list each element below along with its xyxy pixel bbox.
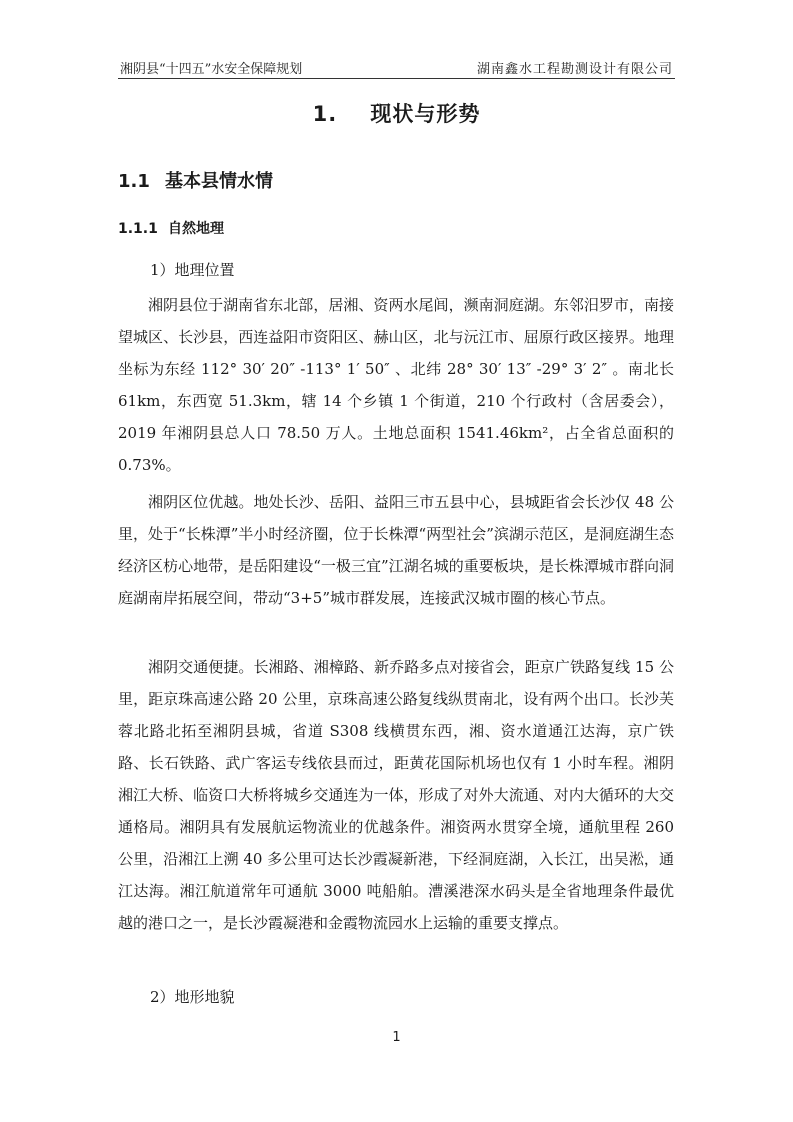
page-header [118, 56, 675, 79]
header-document-title: 湘阴县“十四五”水安全保障规划 [120, 62, 303, 77]
item-label-location: 1）地理位置 [150, 261, 235, 279]
header-company-name: 湖南鑫水工程勘测设计有限公司 [476, 62, 673, 77]
chapter-title: 现状与形势 [370, 102, 481, 126]
subsection-heading [118, 218, 224, 238]
item-label-terrain: 2）地形地貌 [150, 988, 235, 1006]
section-title: 基本县情水情 [165, 171, 273, 192]
chapter-number: 1. [312, 102, 338, 126]
section-heading [118, 167, 273, 193]
subsection-title: 自然地理 [168, 221, 224, 237]
paragraph-transport: 湘阴交通便捷。长湘路、湘樟路、新乔路多点对接省会，距京广铁路复线 15 公里，距京珠高速公路 20 公里，京珠高速公路复线纵贯南北，设有两个出口。长沙芙蓉北路北拓至湘阴县城，省道 S308 线横贯东西，湘、资水道通江达海，京广铁路、长石铁路、武广客运专线依县而过，距黄花国际机场也仅有 1 小时车程。湘阴湘江大桥、临资口大桥将城乡交通连为一体，形成了对外大流通、对内大循环的大交通格局。湘阴具有发展航运物流业的优越条件。湘资两水贯穿全境，通航里程 260 公里，沿湘江上溯 40 多公里可达长沙霞凝新港，下经洞庭湖，入长江，出吴淞，通江达海。湘江航道常年可通航 3000 吨船舶。漕溪港深水码头是全省地理条件最优越的港口之一，是长沙霞凝港和金霞物流园水上运输的重要支撑点。 [118, 658, 674, 932]
chapter-heading [0, 98, 793, 128]
section-number: 1.1 [118, 171, 150, 192]
paragraph-advantage: 湘阴区位优越。地处长沙、岳阳、益阳三市五县中心，县城距省会长沙仅 48 公里，处于“长株潭”半小时经济圈，位于长株潭“两型社会”滨湖示范区，是洞庭湖生态经济区枋心地带，是岳阳建设“一极三宜”江湖名城的重要板块，是长株潭城市群向洞庭湖南岸拓展空间，带动“3+5”城市群发展，连接武汉城市圈的核心节点。 [118, 493, 674, 607]
subsection-number: 1.1.1 [118, 221, 158, 237]
page-number: 1 [392, 1030, 401, 1045]
paragraph-location: 湘阴县位于湖南省东北部，居湘、资两水尾闾，濒南洞庭湖。东邻汨罗市，南接望城区、长沙县，西连益阳市资阳区、赫山区，北与沅江市、屈原行政区接界。地理坐标为东经 112° 30′ 20″ -113° 1′ 50″ 、北纬 28° 30′ 13″ -29° 3′ 2″ 。南北长 61km，东西宽 51.3km，辖 14 个乡镇 1 个街道，210 个行政村（含居委会），2019 年湘阴县总人口 78.50 万人。土地总面积 1541.46km²，占全省总面积的 0.73%。 [118, 296, 674, 474]
